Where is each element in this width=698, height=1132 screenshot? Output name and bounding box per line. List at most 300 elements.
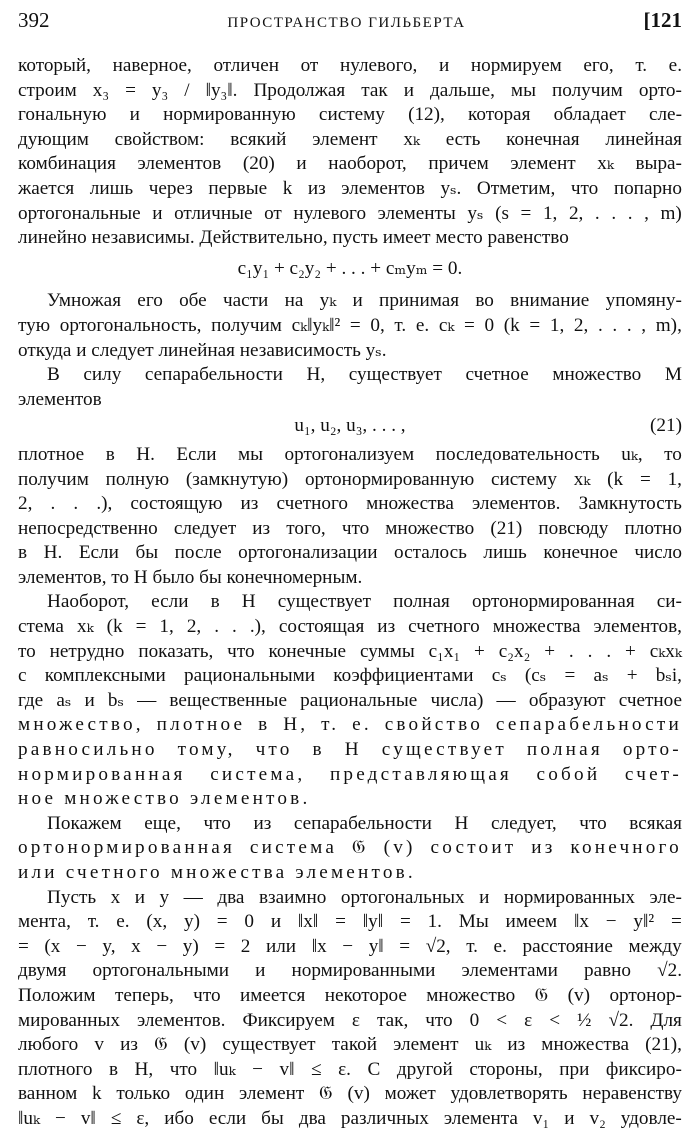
word: из	[253, 812, 272, 834]
word: или	[265, 935, 297, 957]
word: бы	[135, 542, 159, 564]
word: который,	[18, 55, 91, 76]
word: =	[670, 911, 682, 933]
word: xₖ	[597, 153, 614, 175]
word: bₛ	[107, 689, 124, 711]
word: ортогонализации	[238, 542, 378, 564]
word: (v)	[383, 837, 416, 859]
word: расстояние	[522, 935, 613, 957]
word: −	[156, 935, 168, 957]
word: имеем	[505, 911, 558, 933]
word: причем	[428, 153, 489, 175]
word: теперь,	[114, 984, 174, 1006]
word: M	[664, 364, 682, 386]
text-line	[18, 177, 682, 202]
word: элемент	[393, 1034, 459, 1056]
text-line	[18, 787, 682, 812]
word: т.	[321, 714, 340, 736]
text-line	[18, 202, 682, 227]
word: cₖxₖ	[649, 640, 682, 662]
word: коэффициентами	[333, 665, 474, 687]
word: k	[92, 1083, 102, 1105]
word: счет-	[624, 763, 682, 785]
word: —	[496, 689, 516, 711]
word: т.	[635, 55, 648, 76]
word: 1,	[542, 202, 558, 224]
word: нулевого	[293, 202, 367, 224]
word: С	[367, 1058, 381, 1080]
word: что	[255, 739, 293, 761]
word: существует	[222, 1034, 316, 1056]
word: ванном	[18, 1083, 78, 1105]
word: y‖²	[633, 911, 655, 933]
word: <	[496, 1009, 508, 1031]
word: нормированную	[163, 104, 296, 126]
word: полная	[526, 739, 603, 761]
word: элемента	[443, 1107, 518, 1129]
word: нулевого,	[339, 55, 418, 76]
word: ортонормированную	[304, 468, 475, 490]
word: нормированными	[291, 960, 436, 982]
word: счетного	[276, 493, 349, 515]
word: счетное	[618, 689, 682, 711]
word: ‖y‖	[362, 911, 384, 933]
word: осталось	[394, 542, 467, 564]
text-line	[18, 713, 682, 738]
word: .	[587, 640, 593, 662]
word: (x	[44, 935, 61, 957]
word: элемент	[238, 1083, 305, 1105]
word: свойство	[384, 714, 484, 736]
word: v‖	[279, 1058, 295, 1080]
word: наверное,	[112, 55, 192, 76]
word: сепарабельности	[144, 364, 283, 386]
text-line	[18, 590, 682, 615]
word: 0,	[370, 314, 385, 336]
line-text: откуда и следует линейная независимость yₛ.	[18, 339, 387, 361]
word: √2.	[657, 960, 682, 982]
word: и	[296, 153, 307, 175]
word: xₖ	[573, 468, 591, 490]
word: H,	[134, 1058, 154, 1080]
word: и	[129, 104, 140, 126]
word: ортогональных	[340, 886, 465, 908]
word: .	[626, 314, 632, 336]
word: 1,	[549, 314, 565, 336]
line-text: c₁y₁ + c₂y₂ + . . . + cₘyₘ = 0.	[237, 257, 463, 279]
word: 𝔊	[154, 1034, 168, 1056]
word: (замкнутую)	[185, 468, 289, 490]
section-number: [121	[643, 8, 682, 32]
text-line	[18, 640, 682, 665]
word: полную	[105, 468, 170, 490]
word: упомяну-	[605, 290, 682, 312]
word: .	[627, 202, 633, 224]
word: cₖ	[438, 314, 455, 336]
line-text: линейно независимы. Действительно, пусть имеет место равенство	[18, 227, 569, 249]
word: счетное	[465, 364, 529, 386]
word: −	[252, 1058, 263, 1080]
word: ‖x	[573, 911, 589, 933]
text-line	[18, 54, 682, 79]
word: полная	[393, 591, 450, 613]
word: ортогональными	[92, 960, 230, 982]
word: плотно	[624, 517, 682, 539]
word: −	[76, 935, 87, 957]
page-body	[18, 54, 682, 1132]
word: множества	[366, 493, 454, 515]
word: от	[300, 55, 319, 76]
word: ортонор-	[609, 984, 682, 1006]
word: −	[605, 911, 617, 933]
line-text: или счетного множества элементов.	[18, 862, 416, 883]
page-header	[18, 8, 682, 38]
word: c₁x₁	[428, 640, 461, 662]
word: y)	[182, 935, 199, 957]
word: c₂x₂	[498, 640, 531, 662]
text-line	[18, 443, 682, 468]
word: В	[47, 364, 60, 386]
word: Если	[78, 542, 119, 564]
word: рациональные	[300, 689, 418, 711]
word: нетрудно	[49, 640, 125, 662]
word: (k	[607, 468, 624, 490]
word: существует	[277, 591, 371, 613]
word: Для	[650, 1009, 682, 1031]
word: =	[520, 202, 532, 224]
word: фиксиро-	[605, 1058, 682, 1080]
word: нормированных	[503, 886, 636, 908]
word: элементами	[461, 960, 558, 982]
word: всякая	[629, 812, 682, 834]
word: суммы	[359, 640, 415, 662]
word: (20)	[242, 153, 275, 175]
word: во	[475, 290, 494, 312]
word: бы	[261, 1107, 284, 1129]
text-line	[18, 517, 682, 542]
word: два	[298, 1107, 326, 1129]
word: .),	[96, 493, 113, 515]
line-text: u₁, u₂, u₃, . . . ,	[294, 415, 406, 437]
word: .	[606, 640, 612, 662]
word: неравенству	[582, 1083, 682, 1105]
text-line	[18, 836, 682, 861]
word: Фиксируем	[242, 1009, 335, 1031]
word: где	[18, 689, 44, 711]
text-line	[18, 959, 682, 984]
word: существует	[381, 739, 507, 761]
word: которая	[468, 104, 531, 126]
word: если	[208, 1107, 247, 1129]
word: конечная	[506, 128, 580, 150]
word: непосредственно	[18, 517, 158, 539]
word: Продолжая	[253, 79, 346, 101]
word: конечного	[570, 837, 682, 859]
word: удовле-	[620, 1107, 682, 1129]
word: свойством:	[114, 128, 205, 150]
word: .	[232, 616, 237, 638]
word: получим	[18, 468, 89, 490]
word: только	[116, 1083, 171, 1105]
word: 2,	[573, 314, 589, 336]
word: H	[344, 739, 362, 761]
word: ортогональность,	[59, 314, 202, 336]
line-text: элементов, то H было бы конечномерным.	[18, 566, 363, 588]
word: и	[152, 202, 163, 224]
word: тую	[18, 314, 51, 336]
word: множества	[541, 1034, 630, 1056]
text-line	[18, 1107, 682, 1132]
word: ортогонализуем	[284, 443, 415, 465]
word: следует	[173, 517, 237, 539]
word: показать,	[138, 640, 214, 662]
word: имеется	[239, 984, 306, 1006]
word: орто-	[622, 739, 682, 761]
word: так,	[376, 1009, 409, 1031]
text-line	[18, 935, 682, 960]
word: через	[148, 177, 193, 199]
word: комплексными	[44, 665, 166, 687]
word: плотного	[18, 1058, 93, 1080]
word: множество	[385, 517, 475, 539]
word: что	[227, 640, 255, 662]
word: 2,	[18, 493, 33, 515]
word: xₖ	[76, 616, 94, 638]
word: ортонормированная	[18, 837, 236, 859]
word: +	[474, 640, 485, 662]
word: ε	[351, 1009, 360, 1031]
text-line	[18, 79, 682, 104]
word: отличен	[213, 55, 279, 76]
word: в	[105, 443, 115, 465]
word: Отметим,	[476, 177, 556, 199]
word: такой	[331, 1034, 378, 1056]
word: равносильно	[18, 739, 158, 761]
word: и	[403, 79, 415, 101]
word: m)	[660, 202, 682, 224]
text-line	[18, 414, 682, 439]
word: его	[137, 290, 163, 312]
text-line	[18, 910, 682, 935]
word: образуют	[528, 689, 606, 711]
word: 1,	[159, 616, 174, 638]
word: H	[241, 591, 256, 613]
word: Замкнутость	[578, 493, 682, 515]
word: жается	[18, 177, 75, 199]
word: из	[252, 517, 271, 539]
word: y)	[183, 911, 200, 933]
word: ε	[524, 1009, 533, 1031]
word: v₁	[532, 1107, 550, 1129]
word: bₛi,	[655, 665, 682, 687]
word: <	[549, 1009, 561, 1031]
word: Умножая	[47, 290, 122, 312]
word: 0	[469, 1009, 480, 1031]
word: существует	[348, 364, 442, 386]
word: внимание	[510, 290, 590, 312]
word: элементов	[341, 177, 425, 199]
word: силу	[83, 364, 122, 386]
word: стема	[18, 616, 64, 638]
text-line	[18, 226, 682, 251]
word: может	[384, 1083, 436, 1105]
word: =	[463, 314, 475, 336]
word: (x,	[146, 911, 168, 933]
word: ‖y₃‖.	[205, 79, 238, 101]
word: ибо	[164, 1107, 194, 1129]
word: ε.	[338, 1058, 351, 1080]
word: uₖ,	[621, 443, 643, 465]
word: тому,	[177, 739, 236, 761]
word: из	[531, 837, 556, 859]
word: система	[249, 837, 338, 859]
word: между	[628, 935, 682, 957]
word: и	[84, 689, 95, 711]
word: что	[193, 984, 221, 1006]
word: =	[125, 79, 136, 101]
word: элементов.	[471, 493, 561, 515]
word: 1.	[427, 911, 442, 933]
word: и	[352, 290, 363, 312]
word: сле-	[648, 104, 682, 126]
word: ε,	[136, 1107, 150, 1129]
word: y‖	[368, 935, 384, 957]
word: =	[639, 468, 651, 490]
word: удовлетворять	[450, 1083, 568, 1105]
word: т.	[87, 911, 100, 933]
word: отличные	[174, 202, 253, 224]
word: другой	[396, 1058, 453, 1080]
word: .	[594, 202, 600, 224]
word: из	[307, 177, 326, 199]
word: (k	[503, 314, 520, 336]
text-line	[18, 468, 682, 493]
word: Покажем	[47, 812, 122, 834]
word: =	[18, 935, 29, 957]
word: плотное	[156, 714, 246, 736]
word: двумя	[18, 960, 67, 982]
word: и	[134, 886, 146, 908]
word: ‖uₖ	[213, 1058, 236, 1080]
word: собой	[536, 763, 601, 785]
word: =	[399, 935, 411, 957]
word: cₖ‖yₖ‖²	[291, 314, 341, 336]
word: множество	[552, 364, 642, 386]
word: ‖x	[311, 935, 327, 957]
word: √2.	[608, 1009, 634, 1031]
text-line	[18, 689, 682, 714]
word: 𝔊	[534, 984, 549, 1006]
word: ≤	[311, 1058, 322, 1080]
text-line	[18, 289, 682, 314]
text-line	[18, 763, 682, 788]
word: е.	[116, 911, 130, 933]
word: и	[270, 911, 282, 933]
word: состоящую	[130, 493, 223, 515]
word: H,	[283, 714, 309, 736]
word: .	[214, 616, 220, 638]
word: 2	[240, 935, 251, 957]
word: aₛ	[593, 665, 609, 687]
word: первые	[208, 177, 268, 199]
word: =	[335, 911, 346, 933]
word: yₖ	[319, 290, 337, 312]
word: и	[564, 1107, 575, 1129]
word: ½	[577, 1009, 592, 1031]
word: некоторое	[324, 984, 407, 1006]
word: систему	[318, 104, 385, 126]
word: элементы	[377, 202, 456, 224]
word: то	[18, 640, 36, 662]
word: есть	[445, 128, 481, 150]
word: ‖x‖	[297, 911, 319, 933]
word: =	[135, 616, 147, 638]
word: попарно	[613, 177, 682, 199]
word: множество,	[18, 714, 144, 736]
line-text: элементов	[18, 388, 102, 410]
word: наоборот,	[328, 153, 407, 175]
word: +	[625, 640, 636, 662]
word: взаимно	[258, 886, 327, 908]
word: е.	[415, 314, 430, 336]
word: элементов,	[593, 616, 682, 638]
word: 0	[484, 314, 495, 336]
word: выра-	[635, 153, 682, 175]
word: =	[349, 314, 361, 336]
word: сепарабельности	[495, 714, 682, 736]
word: и	[438, 55, 450, 76]
word: элемент	[510, 153, 576, 175]
line-text: ное множество элементов.	[18, 788, 311, 810]
word: .	[612, 314, 618, 336]
word: −	[342, 935, 354, 957]
word: элементов	[137, 153, 222, 175]
word: ,	[644, 202, 649, 224]
word: +	[626, 665, 638, 687]
word: любого	[18, 1034, 79, 1056]
word: x₃	[92, 79, 110, 101]
word: =	[216, 911, 228, 933]
word: от	[264, 202, 282, 224]
text-line	[18, 1009, 682, 1034]
word: и	[255, 960, 266, 982]
word: +	[544, 640, 556, 662]
word: т.	[466, 935, 478, 957]
word: 2,	[186, 616, 202, 638]
word: v‖	[80, 1107, 96, 1129]
word: =	[214, 935, 226, 957]
word: принимая	[379, 290, 460, 312]
word: в	[312, 739, 325, 761]
word: ортогональные	[18, 202, 141, 224]
text-line	[18, 128, 682, 153]
equation-number: (21)	[650, 415, 682, 437]
text-line	[18, 388, 682, 413]
text-line	[18, 363, 682, 388]
word: (21),	[645, 1034, 682, 1056]
word: мента,	[18, 911, 71, 933]
word: 𝔊	[351, 837, 369, 859]
word: после	[174, 542, 222, 564]
word: .	[597, 314, 603, 336]
word: Мы	[458, 911, 489, 933]
word: два	[217, 886, 245, 908]
word: нормированная	[18, 763, 186, 785]
word: последовательность	[435, 443, 600, 465]
text-line	[18, 984, 682, 1009]
word: Если	[176, 443, 217, 465]
word: ,	[641, 314, 647, 336]
